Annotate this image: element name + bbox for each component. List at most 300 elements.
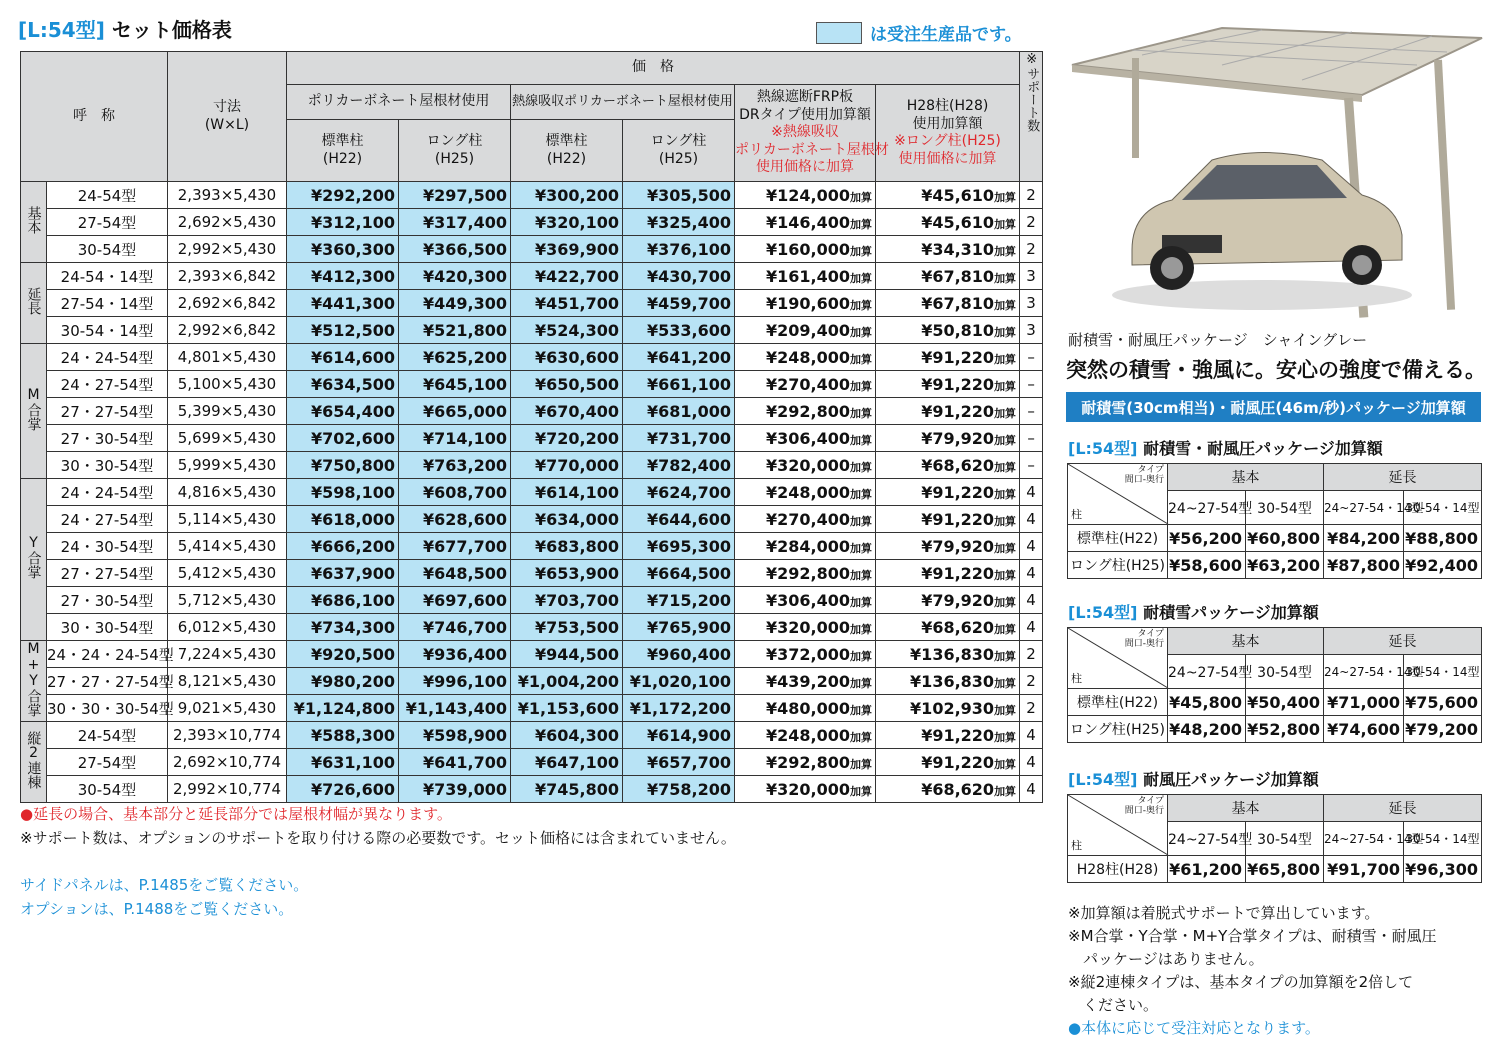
- link-side-panel[interactable]: サイドパネルは、P.1485をご覧ください。: [20, 876, 309, 894]
- price-cell: ¥634,000: [511, 506, 623, 533]
- model-name: 24・24・24-54型: [47, 641, 168, 668]
- dimension: 5,712×5,430: [168, 587, 287, 614]
- col-kihon: 基本: [1168, 795, 1324, 822]
- price-cell: ¥763,200: [399, 452, 511, 479]
- price-cell: ¥641,700: [399, 749, 511, 776]
- table-row: [21, 641, 1043, 668]
- h28-add-cell: ¥102,930加算: [876, 695, 1020, 722]
- frp-add-cell: ¥248,000加算: [735, 479, 876, 506]
- price-cell: ¥412,300: [287, 263, 399, 290]
- group-label: M合掌: [21, 344, 47, 479]
- h28-add-cell: ¥91,220加算: [876, 344, 1020, 371]
- model-name: 24・24-54型: [47, 479, 168, 506]
- package-table-title: [L:54型] 耐風圧パッケージ加算額: [1068, 770, 1319, 789]
- frp-add-cell: ¥292,800加算: [735, 560, 876, 587]
- price-cell: ¥1,172,200: [623, 695, 735, 722]
- price-cell: ¥697,600: [399, 587, 511, 614]
- header-long-heat: ロング柱 (H25): [623, 120, 735, 182]
- model-code: [L:54型]: [18, 18, 105, 42]
- headline: 突然の積雪・強風に。安心の強度で備える。: [1066, 358, 1486, 382]
- price-cell: ¥686,100: [287, 587, 399, 614]
- price-cell: ¥88,800: [1404, 525, 1482, 552]
- price-cell: ¥677,700: [399, 533, 511, 560]
- header-long-poly: ロング柱 (H25): [399, 120, 511, 182]
- package-table: [1067, 463, 1482, 579]
- type-column: 24~27-54型: [1168, 491, 1246, 525]
- price-cell: ¥430,700: [623, 263, 735, 290]
- price-cell: ¥1,124,800: [287, 695, 399, 722]
- support-count: 4: [1020, 506, 1043, 533]
- price-cell: ¥422,700: [511, 263, 623, 290]
- table-row: [21, 560, 1043, 587]
- price-cell: ¥920,500: [287, 641, 399, 668]
- frp-add-cell: ¥209,400加算: [735, 317, 876, 344]
- model-name: 24-54・14型: [47, 263, 168, 290]
- support-count: –: [1020, 452, 1043, 479]
- table-row: [21, 506, 1043, 533]
- price-cell: ¥634,500: [287, 371, 399, 398]
- table-row: [21, 749, 1043, 776]
- model-name: 24・27-54型: [47, 506, 168, 533]
- package-note: パッケージはありません。: [1068, 950, 1264, 968]
- support-count: –: [1020, 371, 1043, 398]
- h28-add-cell: ¥45,610加算: [876, 209, 1020, 236]
- support-count: –: [1020, 344, 1043, 371]
- frp-add-cell: ¥284,000加算: [735, 533, 876, 560]
- dimension: 2,992×6,842: [168, 317, 287, 344]
- price-cell: ¥325,400: [623, 209, 735, 236]
- dimension: 2,692×6,842: [168, 290, 287, 317]
- diagonal-header: タイプ 間口-奥行 柱: [1068, 628, 1168, 689]
- price-table: [20, 51, 1043, 803]
- support-count: 4: [1020, 560, 1043, 587]
- dimension: 2,992×10,774: [168, 776, 287, 803]
- frp-add-cell: ¥320,000加算: [735, 452, 876, 479]
- h28-add-cell: ¥68,620加算: [876, 452, 1020, 479]
- dimension: 2,393×6,842: [168, 263, 287, 290]
- price-cell: ¥714,100: [399, 425, 511, 452]
- group-label: 延長: [21, 263, 47, 344]
- package-note: ※縦2連棟タイプは、基本タイプの加算額を2倍して: [1068, 973, 1414, 991]
- table-row: [21, 263, 1043, 290]
- model-name: 24・24-54型: [47, 344, 168, 371]
- carport-photo: [1062, 20, 1492, 320]
- support-count: 4: [1020, 776, 1043, 803]
- support-count: 2: [1020, 182, 1043, 209]
- group-label: 縦2連棟: [21, 722, 47, 803]
- price-cell: ¥305,500: [623, 182, 735, 209]
- note-extension: ●延長の場合、基本部分と延長部分では屋根材幅が異なります。: [20, 805, 452, 823]
- package-table-title: [L:54型] 耐積雪・耐風圧パッケージ加算額: [1068, 439, 1383, 458]
- price-cell: ¥664,500: [623, 560, 735, 587]
- table-row: [21, 317, 1043, 344]
- table-row: [21, 776, 1043, 803]
- support-count: –: [1020, 398, 1043, 425]
- frp-add-cell: ¥160,000加算: [735, 236, 876, 263]
- price-table-body: [21, 182, 1043, 803]
- h28-add-cell: ¥91,220加算: [876, 749, 1020, 776]
- support-count: 4: [1020, 749, 1043, 776]
- price-cell: ¥598,100: [287, 479, 399, 506]
- price-cell: ¥61,200: [1168, 856, 1246, 883]
- price-cell: ¥588,300: [287, 722, 399, 749]
- header-price: 価 格: [287, 52, 1020, 85]
- price-cell: ¥459,700: [623, 290, 735, 317]
- support-count: 4: [1020, 614, 1043, 641]
- price-cell: ¥60,800: [1246, 525, 1324, 552]
- col-kihon: 基本: [1168, 464, 1324, 491]
- price-cell: ¥944,500: [511, 641, 623, 668]
- price-cell: ¥715,200: [623, 587, 735, 614]
- price-cell: ¥644,600: [623, 506, 735, 533]
- price-cell: ¥65,800: [1246, 856, 1324, 883]
- price-cell: ¥300,200: [511, 182, 623, 209]
- pillar-label: ロング柱(H25): [1068, 552, 1168, 579]
- model-name: 27・30-54型: [47, 425, 168, 452]
- support-count: 2: [1020, 209, 1043, 236]
- photo-caption: 耐積雪・耐風圧パッケージ シャイングレー: [1068, 331, 1368, 349]
- frp-add-cell: ¥306,400加算: [735, 587, 876, 614]
- frp-add-cell: ¥124,000加算: [735, 182, 876, 209]
- price-cell: ¥726,600: [287, 776, 399, 803]
- price-cell: ¥618,000: [287, 506, 399, 533]
- type-column: 24~27-54・14型: [1324, 655, 1404, 689]
- support-count: –: [1020, 425, 1043, 452]
- table-row: [21, 425, 1043, 452]
- price-cell: ¥441,300: [287, 290, 399, 317]
- price-cell: ¥521,800: [399, 317, 511, 344]
- h28-add-cell: ¥91,220加算: [876, 398, 1020, 425]
- model-name: 30-54・14型: [47, 317, 168, 344]
- h28-add-cell: ¥45,610加算: [876, 182, 1020, 209]
- frp-add-cell: ¥320,000加算: [735, 776, 876, 803]
- price-cell: ¥625,200: [399, 344, 511, 371]
- price-cell: ¥654,400: [287, 398, 399, 425]
- dimension: 2,692×10,774: [168, 749, 287, 776]
- price-cell: ¥681,000: [623, 398, 735, 425]
- price-cell: ¥317,400: [399, 209, 511, 236]
- model-name: 27-54型: [47, 209, 168, 236]
- price-cell: ¥84,200: [1324, 525, 1404, 552]
- table-row: [21, 452, 1043, 479]
- price-cell: ¥758,200: [623, 776, 735, 803]
- price-cell: ¥360,300: [287, 236, 399, 263]
- model-name: 30・30・30-54型: [47, 695, 168, 722]
- model-name: 27・27・27-54型: [47, 668, 168, 695]
- price-cell: ¥703,700: [511, 587, 623, 614]
- group-label: Y合掌: [21, 479, 47, 641]
- price-cell: ¥782,400: [623, 452, 735, 479]
- h28-add-cell: ¥91,220加算: [876, 722, 1020, 749]
- table-row: [1068, 856, 1482, 883]
- header-heat: 熱線吸収ポリカーボネート屋根材使用: [511, 85, 735, 120]
- support-count: 4: [1020, 722, 1043, 749]
- header-name: 呼 称: [21, 52, 168, 182]
- package-note: ※加算額は着脱式サポートで算出しています。: [1068, 904, 1380, 922]
- price-cell: ¥614,100: [511, 479, 623, 506]
- h28-add-cell: ¥67,810加算: [876, 263, 1020, 290]
- h28-add-cell: ¥34,310加算: [876, 236, 1020, 263]
- price-cell: ¥96,300: [1404, 856, 1482, 883]
- pillar-label: H28柱(H28): [1068, 856, 1168, 883]
- price-cell: ¥63,200: [1246, 552, 1324, 579]
- model-name: 27-54・14型: [47, 290, 168, 317]
- table-row: [21, 344, 1043, 371]
- price-cell: ¥683,800: [511, 533, 623, 560]
- model-name: 27-54型: [47, 749, 168, 776]
- table-row: [21, 695, 1043, 722]
- frp-add-cell: ¥248,000加算: [735, 344, 876, 371]
- h28-add-cell: ¥136,830加算: [876, 641, 1020, 668]
- price-cell: ¥451,700: [511, 290, 623, 317]
- price-cell: ¥739,000: [399, 776, 511, 803]
- price-cell: ¥608,700: [399, 479, 511, 506]
- h28-add-cell: ¥79,920加算: [876, 533, 1020, 560]
- support-count: 4: [1020, 533, 1043, 560]
- price-cell: ¥56,200: [1168, 525, 1246, 552]
- price-cell: ¥48,200: [1168, 716, 1246, 743]
- frp-add-cell: ¥270,400加算: [735, 506, 876, 533]
- frp-add-cell: ¥146,400加算: [735, 209, 876, 236]
- dimension: 4,816×5,430: [168, 479, 287, 506]
- type-column: 30-54型: [1246, 491, 1324, 525]
- header-poly: ポリカーボネート屋根材使用: [287, 85, 511, 120]
- price-cell: ¥657,700: [623, 749, 735, 776]
- table-row: [21, 398, 1043, 425]
- price-cell: ¥524,300: [511, 317, 623, 344]
- h28-add-cell: ¥136,830加算: [876, 668, 1020, 695]
- price-cell: ¥52,800: [1246, 716, 1324, 743]
- price-cell: ¥650,500: [511, 371, 623, 398]
- price-cell: ¥702,600: [287, 425, 399, 452]
- table-row: [21, 668, 1043, 695]
- model-name: 27・27-54型: [47, 398, 168, 425]
- legend-swatch: [816, 22, 862, 44]
- price-cell: ¥661,100: [623, 371, 735, 398]
- table-row: [1068, 525, 1482, 552]
- type-column: 24~27-54型: [1168, 822, 1246, 856]
- support-count: 4: [1020, 587, 1043, 614]
- frp-add-cell: ¥439,200加算: [735, 668, 876, 695]
- price-cell: ¥74,600: [1324, 716, 1404, 743]
- header-frp: 熱線遮断FRP板 DRタイプ使用加算額 ※熱線吸収 ポリカーボネート屋根材 使用価格に加算: [735, 85, 876, 182]
- package-table: [1067, 794, 1482, 883]
- table-row: [21, 290, 1043, 317]
- table-row: [21, 587, 1043, 614]
- model-name: 30・30-54型: [47, 452, 168, 479]
- model-name: 27・27-54型: [47, 560, 168, 587]
- package-note: ※M合掌・Y合掌・M+Y合掌タイプは、耐積雪・耐風圧: [1068, 927, 1437, 945]
- dimension: 2,692×5,430: [168, 209, 287, 236]
- model-name: 24・30-54型: [47, 533, 168, 560]
- price-cell: ¥449,300: [399, 290, 511, 317]
- h28-add-cell: ¥68,620加算: [876, 614, 1020, 641]
- type-column: 30-54・14型: [1404, 655, 1482, 689]
- price-cell: ¥75,600: [1404, 689, 1482, 716]
- price-cell: ¥631,100: [287, 749, 399, 776]
- frp-add-cell: ¥306,400加算: [735, 425, 876, 452]
- price-cell: ¥292,200: [287, 182, 399, 209]
- dimension: 5,999×5,430: [168, 452, 287, 479]
- price-cell: ¥936,400: [399, 641, 511, 668]
- type-column: 24~27-54・14型: [1324, 822, 1404, 856]
- model-name: 30-54型: [47, 236, 168, 263]
- order-note: ●本体に応じて受注対応となります。: [1068, 1019, 1320, 1037]
- price-cell: ¥1,143,400: [399, 695, 511, 722]
- title-text: セット価格表: [111, 18, 232, 42]
- legend: [816, 20, 1022, 45]
- price-cell: ¥734,300: [287, 614, 399, 641]
- group-label: M+Y合掌: [21, 641, 47, 722]
- header-support: ※サポート数: [1020, 52, 1043, 182]
- price-cell: ¥92,400: [1404, 552, 1482, 579]
- frp-add-cell: ¥161,400加算: [735, 263, 876, 290]
- price-cell: ¥637,900: [287, 560, 399, 587]
- package-table: [1067, 627, 1482, 743]
- support-count: 3: [1020, 317, 1043, 344]
- price-cell: ¥624,700: [623, 479, 735, 506]
- table-row: [1068, 689, 1482, 716]
- price-cell: ¥87,800: [1324, 552, 1404, 579]
- price-cell: ¥645,100: [399, 371, 511, 398]
- table-row: [1068, 716, 1482, 743]
- link-options[interactable]: オプションは、P.1488をご覧ください。: [20, 900, 294, 918]
- type-column: 30-54・14型: [1404, 822, 1482, 856]
- price-cell: ¥647,100: [511, 749, 623, 776]
- price-cell: ¥746,700: [399, 614, 511, 641]
- h28-add-cell: ¥91,220加算: [876, 506, 1020, 533]
- dimension: 5,114×5,430: [168, 506, 287, 533]
- price-cell: ¥753,500: [511, 614, 623, 641]
- price-cell: ¥71,000: [1324, 689, 1404, 716]
- price-cell: ¥731,700: [623, 425, 735, 452]
- type-column: 24~27-54型: [1168, 655, 1246, 689]
- price-cell: ¥765,900: [623, 614, 735, 641]
- price-cell: ¥604,300: [511, 722, 623, 749]
- price-cell: ¥533,600: [623, 317, 735, 344]
- price-cell: ¥648,500: [399, 560, 511, 587]
- dimension: 2,393×5,430: [168, 182, 287, 209]
- table-row: [21, 236, 1043, 263]
- table-row: [21, 479, 1043, 506]
- price-cell: ¥420,300: [399, 263, 511, 290]
- price-cell: ¥960,400: [623, 641, 735, 668]
- price-cell: ¥91,700: [1324, 856, 1404, 883]
- price-cell: ¥996,100: [399, 668, 511, 695]
- support-count: 2: [1020, 641, 1043, 668]
- h28-add-cell: ¥79,920加算: [876, 425, 1020, 452]
- dimension: 8,121×5,430: [168, 668, 287, 695]
- dimension: 2,393×10,774: [168, 722, 287, 749]
- h28-add-cell: ¥68,620加算: [876, 776, 1020, 803]
- frp-add-cell: ¥190,600加算: [735, 290, 876, 317]
- model-name: 24-54型: [47, 182, 168, 209]
- note-support: ※サポート数は、オプションのサポートを取り付ける際の必要数です。セット価格には含まれていません。: [20, 829, 736, 847]
- table-row: [21, 182, 1043, 209]
- dimension: 5,699×5,430: [168, 425, 287, 452]
- type-column: 24~27-54・14型: [1324, 491, 1404, 525]
- col-kihon: 基本: [1168, 628, 1324, 655]
- price-cell: ¥598,900: [399, 722, 511, 749]
- frp-add-cell: ¥292,800加算: [735, 749, 876, 776]
- pillar-label: 標準柱(H22): [1068, 525, 1168, 552]
- model-name: 27・30-54型: [47, 587, 168, 614]
- frp-add-cell: ¥320,000加算: [735, 614, 876, 641]
- package-banner: 耐積雪(30cm相当)・耐風圧(46m/秒)パッケージ加算額: [1066, 392, 1481, 422]
- price-cell: ¥745,800: [511, 776, 623, 803]
- price-cell: ¥312,100: [287, 209, 399, 236]
- pillar-label: ロング柱(H25): [1068, 716, 1168, 743]
- table-row: [21, 371, 1043, 398]
- price-cell: ¥79,200: [1404, 716, 1482, 743]
- price-cell: ¥376,100: [623, 236, 735, 263]
- legend-text: は受注生産品です。: [870, 25, 1022, 45]
- price-cell: ¥750,800: [287, 452, 399, 479]
- type-column: 30-54・14型: [1404, 491, 1482, 525]
- price-cell: ¥45,800: [1168, 689, 1246, 716]
- diagonal-header: タイプ 間口-奥行 柱: [1068, 464, 1168, 525]
- dimension: 6,012×5,430: [168, 614, 287, 641]
- h28-add-cell: ¥91,220加算: [876, 560, 1020, 587]
- price-cell: ¥665,000: [399, 398, 511, 425]
- price-cell: ¥1,020,100: [623, 668, 735, 695]
- dimension: 5,412×5,430: [168, 560, 287, 587]
- price-cell: ¥50,400: [1246, 689, 1324, 716]
- price-cell: ¥1,153,600: [511, 695, 623, 722]
- header-std-heat: 標準柱 (H22): [511, 120, 623, 182]
- package-table-title: [L:54型] 耐積雪パッケージ加算額: [1068, 603, 1319, 622]
- price-cell: ¥1,004,200: [511, 668, 623, 695]
- dimension: 5,100×5,430: [168, 371, 287, 398]
- frp-add-cell: ¥372,000加算: [735, 641, 876, 668]
- dimension: 7,224×5,430: [168, 641, 287, 668]
- page-title: [18, 14, 232, 43]
- header-size: 寸法 (W×L): [168, 52, 287, 182]
- dimension: 4,801×5,430: [168, 344, 287, 371]
- dimension: 5,414×5,430: [168, 533, 287, 560]
- col-encho: 延長: [1324, 795, 1482, 822]
- price-cell: ¥320,100: [511, 209, 623, 236]
- price-cell: ¥770,000: [511, 452, 623, 479]
- price-cell: ¥58,600: [1168, 552, 1246, 579]
- table-row: [1068, 552, 1482, 579]
- type-column: 30-54型: [1246, 822, 1324, 856]
- price-cell: ¥366,500: [399, 236, 511, 263]
- group-label: 基本: [21, 182, 47, 263]
- support-count: 2: [1020, 236, 1043, 263]
- col-encho: 延長: [1324, 628, 1482, 655]
- frp-add-cell: ¥270,400加算: [735, 371, 876, 398]
- table-row: [21, 533, 1043, 560]
- h28-add-cell: ¥50,810加算: [876, 317, 1020, 344]
- price-cell: ¥720,200: [511, 425, 623, 452]
- col-encho: 延長: [1324, 464, 1482, 491]
- price-cell: ¥614,600: [287, 344, 399, 371]
- price-cell: ¥369,900: [511, 236, 623, 263]
- header-h28: H28柱(H28) 使用加算額 ※ロング柱(H25) 使用価格に加算: [876, 85, 1020, 182]
- dimension: 9,021×5,430: [168, 695, 287, 722]
- header-std-poly: 標準柱 (H22): [287, 120, 399, 182]
- price-cell: ¥297,500: [399, 182, 511, 209]
- price-cell: ¥695,300: [623, 533, 735, 560]
- dimension: 5,399×5,430: [168, 398, 287, 425]
- price-cell: ¥512,500: [287, 317, 399, 344]
- table-row: [21, 722, 1043, 749]
- support-count: 3: [1020, 263, 1043, 290]
- model-name: 30・30-54型: [47, 614, 168, 641]
- type-column: 30-54型: [1246, 655, 1324, 689]
- support-count: 2: [1020, 695, 1043, 722]
